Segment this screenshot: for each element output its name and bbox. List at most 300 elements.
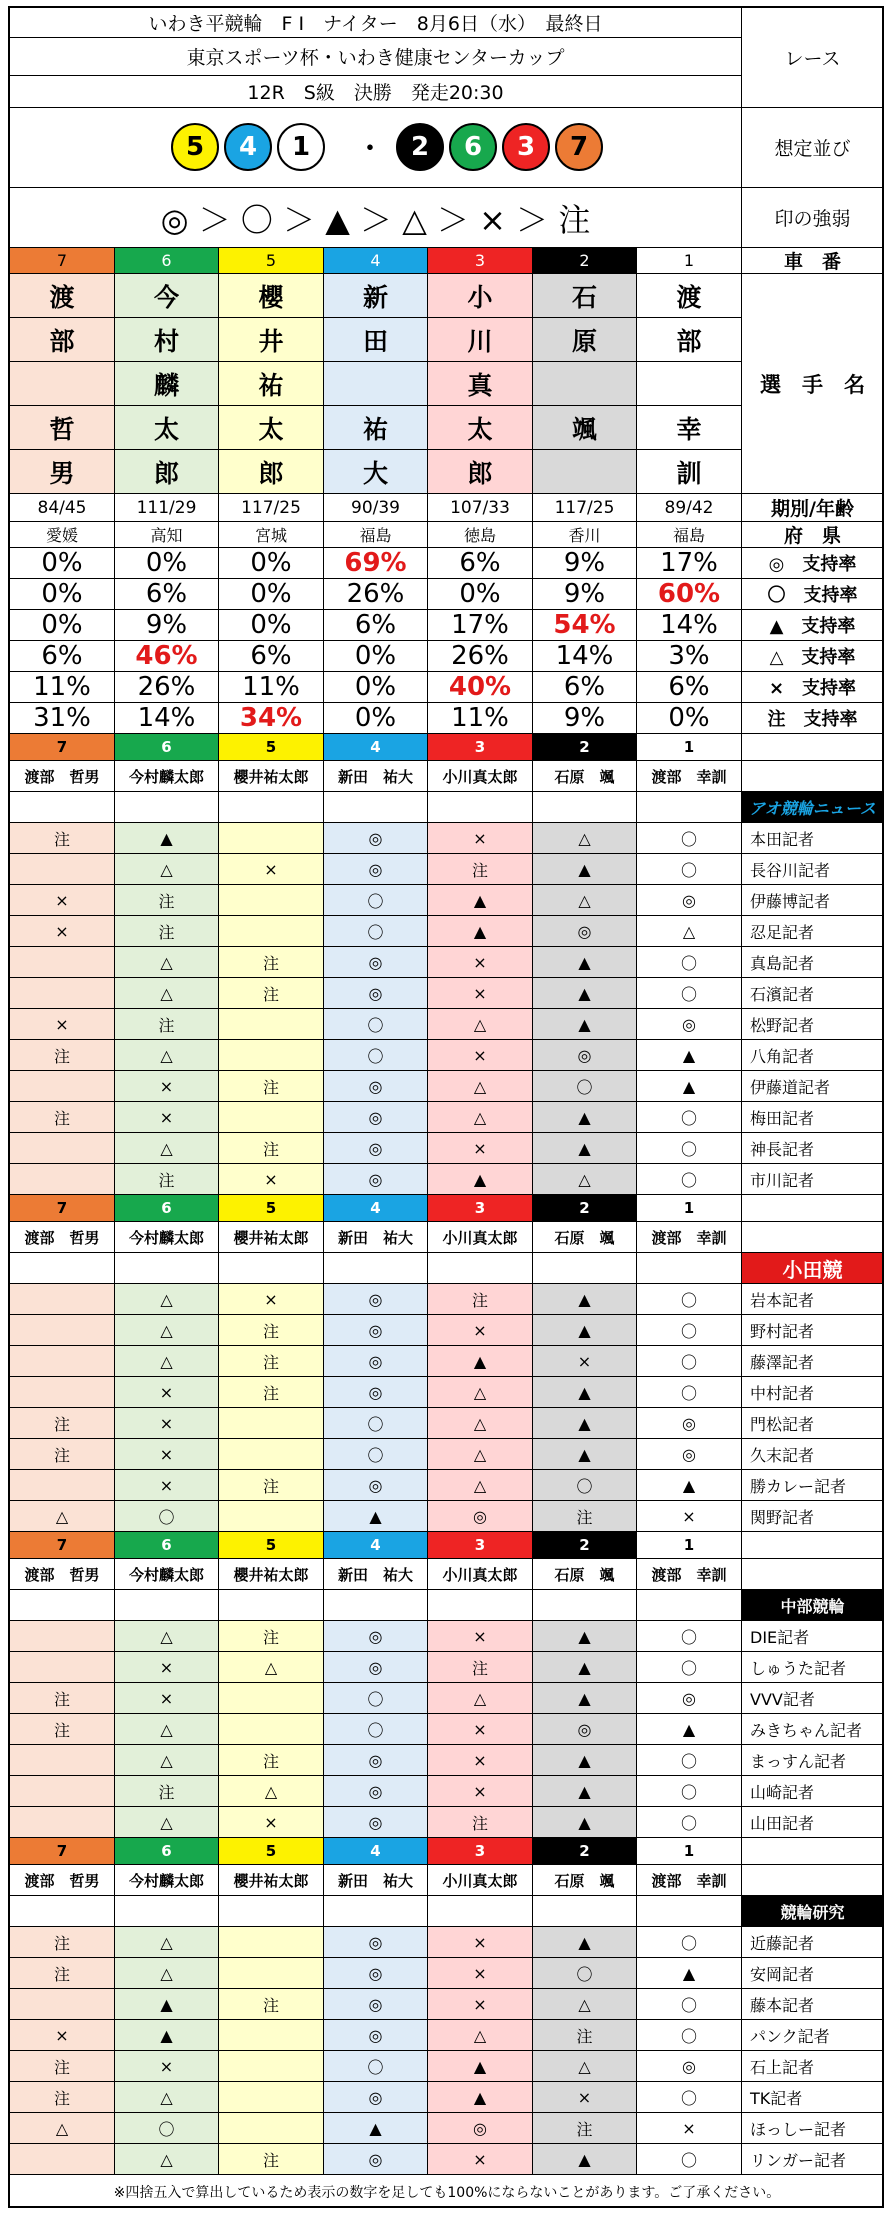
prediction-mark: ▲ [533, 1102, 637, 1133]
rider-prefecture: 愛媛 [10, 522, 115, 548]
prediction-mark: × [428, 1315, 533, 1346]
prediction-mark: ▲ [533, 1745, 637, 1776]
publisher-logo: 競輪研究 [742, 1896, 884, 1927]
prediction-mark [219, 1927, 324, 1958]
prediction-mark: △ [115, 1621, 219, 1652]
section-car-number: 4 [324, 734, 428, 761]
rider-name-char: 郎 [115, 450, 219, 494]
prediction-mark [10, 1807, 115, 1838]
prediction-mark: 注 [10, 2051, 115, 2082]
prediction-mark: △ [428, 1009, 533, 1040]
prediction-mark: ◎ [428, 1501, 533, 1532]
prediction-mark: ◎ [324, 2082, 428, 2113]
support-rate: 0% [428, 579, 533, 610]
rider-name-char: 部 [10, 318, 115, 362]
prediction-mark: 注 [219, 978, 324, 1009]
section-rider-name: 新田 祐大 [324, 761, 428, 792]
section-rider-name: 新田 祐大 [324, 1865, 428, 1896]
rider-prefecture: 香川 [533, 522, 637, 548]
prediction-mark: △ [115, 1040, 219, 1071]
rider-prefecture: 福島 [637, 522, 742, 548]
prediction-mark: ▲ [428, 1346, 533, 1377]
prediction-mark: △ [115, 947, 219, 978]
rider-name-char: 幸 [637, 406, 742, 450]
prediction-mark: ◎ [533, 1040, 637, 1071]
car-number-6: 6 [115, 248, 219, 274]
blank-cell [219, 1253, 324, 1284]
prediction-mark: 〇 [637, 2144, 742, 2175]
prediction-mark: 〇 [324, 1009, 428, 1040]
prediction-mark: × [428, 1927, 533, 1958]
section-car-number: 2 [533, 1532, 637, 1559]
blank-cell [10, 1590, 115, 1621]
prediction-mark: ▲ [324, 2113, 428, 2144]
prediction-mark: △ [533, 885, 637, 916]
rider-name-char: 太 [115, 406, 219, 450]
reporter-name: 松野記者 [742, 1009, 884, 1040]
blank-cell [428, 1253, 533, 1284]
support-rate: 0% [115, 548, 219, 579]
prediction-mark: 〇 [115, 2113, 219, 2144]
label-prefecture: 府 県 [742, 522, 884, 548]
marks-strength-order: ◎ ＞ 〇 ＞ ▲ ＞ △ ＞ × ＞ 注 [10, 188, 742, 248]
prediction-mark [219, 1009, 324, 1040]
prediction-mark: × [428, 1621, 533, 1652]
prediction-mark: △ [533, 2051, 637, 2082]
support-rate: 0% [219, 610, 324, 641]
prediction-mark: ▲ [428, 1164, 533, 1195]
reporter-name: 長谷川記者 [742, 854, 884, 885]
prediction-mark: × [428, 2144, 533, 2175]
prediction-mark: × [219, 854, 324, 885]
blank-cell [428, 792, 533, 823]
support-rate: 0% [324, 672, 428, 703]
support-rate: 26% [428, 641, 533, 672]
reporter-name: 勝カレー記者 [742, 1470, 884, 1501]
blank-cell [637, 792, 742, 823]
section-rider-name: 渡部 幸訓 [637, 1222, 742, 1253]
publisher-logo: アオ競輪ニュース [742, 792, 884, 823]
support-rate: 11% [10, 672, 115, 703]
prediction-mark: ▲ [533, 1807, 637, 1838]
support-rate: 9% [533, 579, 637, 610]
section-rider-name: 櫻井祐太郎 [219, 1222, 324, 1253]
prediction-mark: ◎ [324, 854, 428, 885]
rider-prefecture: 高知 [115, 522, 219, 548]
prediction-mark: ◎ [324, 1315, 428, 1346]
publisher-logo: 中部競輪 [742, 1590, 884, 1621]
prediction-mark: 〇 [324, 1040, 428, 1071]
reporter-name: 伊藤道記者 [742, 1071, 884, 1102]
prediction-mark: ◎ [324, 1102, 428, 1133]
prediction-mark: ◎ [324, 1958, 428, 1989]
prediction-mark: 〇 [637, 823, 742, 854]
prediction-mark: × [115, 1377, 219, 1408]
blank-cell [533, 1253, 637, 1284]
support-rate: 6% [637, 672, 742, 703]
support-rate: 6% [428, 548, 533, 579]
prediction-mark: ◎ [637, 2051, 742, 2082]
support-rate: 69% [324, 548, 428, 579]
prediction-mark: 〇 [637, 2082, 742, 2113]
support-rate: 54% [533, 610, 637, 641]
section-car-number: 4 [324, 1532, 428, 1559]
prediction-mark: ◎ [324, 947, 428, 978]
formation-circle-1: 1 [277, 123, 325, 171]
reporter-name: 石上記者 [742, 2051, 884, 2082]
rider-name-char: 井 [219, 318, 324, 362]
prediction-mark: 〇 [637, 1377, 742, 1408]
prediction-mark: × [428, 1714, 533, 1745]
car-number-5: 5 [219, 248, 324, 274]
prediction-mark: 注 [428, 854, 533, 885]
prediction-mark: × [428, 1745, 533, 1776]
prediction-mark: ◎ [324, 1164, 428, 1195]
prediction-mark: ▲ [637, 1714, 742, 1745]
footer-note: ※四捨五入で算出しているため表示の数字を足しても100%にならないことがあります。ご了承ください。 [113, 2184, 781, 2201]
prediction-mark: ◎ [324, 1776, 428, 1807]
prediction-mark: 〇 [637, 947, 742, 978]
prediction-mark: ◎ [637, 1683, 742, 1714]
rider-age: 90/39 [324, 494, 428, 522]
prediction-mark: 〇 [324, 2051, 428, 2082]
section-car-number: 4 [324, 1195, 428, 1222]
rider-age: 111/29 [115, 494, 219, 522]
rider-name-char: 男 [10, 450, 115, 494]
prediction-mark: 注 [219, 1377, 324, 1408]
section-rider-name: 石原 颯 [533, 761, 637, 792]
prediction-mark: △ [219, 1776, 324, 1807]
prediction-mark: 注 [219, 1315, 324, 1346]
prediction-mark: ▲ [533, 2144, 637, 2175]
prediction-mark: ◎ [637, 1009, 742, 1040]
prediction-mark [10, 1164, 115, 1195]
reporter-name: 安岡記者 [742, 1958, 884, 1989]
prediction-mark: × [428, 947, 533, 978]
prediction-mark: ▲ [115, 2020, 219, 2051]
prediction-mark: ▲ [533, 1621, 637, 1652]
prediction-mark: ▲ [533, 1284, 637, 1315]
reporter-name: 市川記者 [742, 1164, 884, 1195]
blank-cell [324, 792, 428, 823]
prediction-mark: 〇 [637, 1164, 742, 1195]
blank-cell [637, 1253, 742, 1284]
support-rate: 6% [115, 579, 219, 610]
support-rate: 9% [115, 610, 219, 641]
prediction-mark: 注 [533, 2020, 637, 2051]
prediction-mark: ◎ [324, 1346, 428, 1377]
support-rate: 6% [324, 610, 428, 641]
prediction-mark: ▲ [533, 1315, 637, 1346]
rider-age: 107/33 [428, 494, 533, 522]
rider-name-char [533, 362, 637, 406]
prediction-mark: 〇 [115, 1501, 219, 1532]
reporter-name: 八角記者 [742, 1040, 884, 1071]
prediction-mark: × [10, 885, 115, 916]
section-rider-name: 渡部 幸訓 [637, 761, 742, 792]
prediction-mark [10, 1346, 115, 1377]
support-rate: 0% [324, 703, 428, 734]
prediction-mark: ◎ [324, 1133, 428, 1164]
section-car-number: 3 [428, 1195, 533, 1222]
support-rate: 17% [637, 548, 742, 579]
prediction-mark: ▲ [115, 823, 219, 854]
label-support-rate: 注 支持率 [742, 703, 884, 734]
support-rate: 3% [637, 641, 742, 672]
prediction-mark: ▲ [428, 2082, 533, 2113]
blank-cell [428, 1590, 533, 1621]
prediction-mark: 注 [219, 1621, 324, 1652]
prediction-mark: ◎ [324, 978, 428, 1009]
support-rate: 6% [10, 641, 115, 672]
rider-name-char: 祐 [324, 406, 428, 450]
prediction-mark: 注 [219, 1745, 324, 1776]
prediction-mark: ▲ [533, 1408, 637, 1439]
prediction-mark: ▲ [533, 854, 637, 885]
prediction-mark: △ [428, 1102, 533, 1133]
section-car-number: 7 [10, 1532, 115, 1559]
prediction-mark: △ [115, 1958, 219, 1989]
section-car-number: 5 [219, 1838, 324, 1865]
reporter-name: 伊藤博記者 [742, 885, 884, 916]
section-car-number: 5 [219, 1195, 324, 1222]
formation-circle-6: 6 [449, 123, 497, 171]
prediction-mark [10, 1470, 115, 1501]
prediction-mark: ◎ [637, 1408, 742, 1439]
prediction-mark: ◎ [324, 1377, 428, 1408]
support-rate: 0% [637, 703, 742, 734]
prediction-mark: 注 [10, 1439, 115, 1470]
section-rider-name: 渡部 哲男 [10, 1865, 115, 1896]
rider-prefecture: 徳島 [428, 522, 533, 548]
blank-cell [637, 1896, 742, 1927]
blank-cell [637, 1590, 742, 1621]
rider-name-char: 原 [533, 318, 637, 362]
prediction-mark: ▲ [637, 1040, 742, 1071]
rider-name-char: 新 [324, 274, 428, 318]
prediction-mark: ◎ [324, 2144, 428, 2175]
prediction-mark: 注 [10, 1040, 115, 1071]
prediction-mark: ▲ [428, 916, 533, 947]
prediction-mark: 注 [10, 1408, 115, 1439]
reporter-name: TK記者 [742, 2082, 884, 2113]
rider-name-char: 渡 [10, 274, 115, 318]
prediction-mark: 注 [115, 1776, 219, 1807]
rider-name-char: 祐 [219, 362, 324, 406]
blank-cell [219, 792, 324, 823]
prediction-mark [219, 1439, 324, 1470]
rider-name-char: 今 [115, 274, 219, 318]
prediction-mark: × [533, 1346, 637, 1377]
prediction-mark: 〇 [637, 1315, 742, 1346]
reporter-name: ほっしー記者 [742, 2113, 884, 2144]
prediction-mark: ▲ [637, 1071, 742, 1102]
prediction-mark: ▲ [637, 1470, 742, 1501]
support-rate: 6% [219, 641, 324, 672]
prediction-mark [10, 1652, 115, 1683]
reporter-name: みきちゃん記者 [742, 1714, 884, 1745]
prediction-mark: 注 [219, 1346, 324, 1377]
formation-circle-5: 5 [171, 123, 219, 171]
blank-cell [10, 1896, 115, 1927]
prediction-mark: 注 [115, 916, 219, 947]
car-number-4: 4 [324, 248, 428, 274]
prediction-mark: ◎ [428, 2113, 533, 2144]
prediction-mark [10, 947, 115, 978]
section-rider-name: 石原 颯 [533, 1865, 637, 1896]
prediction-mark [219, 1683, 324, 1714]
reporter-name: 門松記者 [742, 1408, 884, 1439]
prediction-mark [10, 1284, 115, 1315]
section-rider-name: 石原 颯 [533, 1222, 637, 1253]
prediction-mark: △ [115, 978, 219, 1009]
reporter-name: 忍足記者 [742, 916, 884, 947]
prediction-mark: ◎ [324, 1807, 428, 1838]
formation-separator-dot: ・ [355, 132, 385, 167]
prediction-mark: 〇 [637, 1652, 742, 1683]
prediction-mark: 〇 [637, 1989, 742, 2020]
reporter-name: 梅田記者 [742, 1102, 884, 1133]
support-rate: 17% [428, 610, 533, 641]
rider-name-char: 太 [428, 406, 533, 450]
prediction-mark: △ [428, 2020, 533, 2051]
prediction-mark: 注 [10, 1683, 115, 1714]
section-rider-name: 新田 祐大 [324, 1559, 428, 1590]
section-rider-name: 今村麟太郎 [115, 1222, 219, 1253]
rider-name-char: 川 [428, 318, 533, 362]
prediction-mark: △ [428, 1439, 533, 1470]
support-rate: 14% [637, 610, 742, 641]
blank-cell [742, 1222, 884, 1253]
section-rider-name: 渡部 幸訓 [637, 1865, 742, 1896]
section-car-number: 5 [219, 734, 324, 761]
prediction-mark: × [10, 2020, 115, 2051]
section-car-number: 3 [428, 1838, 533, 1865]
section-car-number: 1 [637, 1195, 742, 1222]
label-support-rate: ▲ 支持率 [742, 610, 884, 641]
prediction-mark: 注 [428, 1284, 533, 1315]
label-formation: 想定並び [742, 108, 884, 188]
prediction-mark: × [115, 1652, 219, 1683]
support-rate: 0% [10, 548, 115, 579]
prediction-mark: ▲ [533, 947, 637, 978]
reporter-name: 山崎記者 [742, 1776, 884, 1807]
prediction-mark: 〇 [637, 1776, 742, 1807]
support-rate: 26% [324, 579, 428, 610]
prediction-mark: △ [219, 1652, 324, 1683]
prediction-mark: ◎ [324, 1470, 428, 1501]
prediction-mark: △ [428, 1071, 533, 1102]
label-support-rate: × 支持率 [742, 672, 884, 703]
prediction-mark: × [428, 1133, 533, 1164]
rider-name-char: 哲 [10, 406, 115, 450]
prediction-mark [219, 2082, 324, 2113]
prediction-mark: 注 [10, 1714, 115, 1745]
prediction-mark: × [428, 1958, 533, 1989]
formation-circle-2: 2 [396, 123, 444, 171]
rider-name-char: 訓 [637, 450, 742, 494]
support-rate: 40% [428, 672, 533, 703]
section-car-number: 6 [115, 1532, 219, 1559]
prediction-mark: ◎ [324, 1284, 428, 1315]
section-car-number: 6 [115, 1195, 219, 1222]
section-rider-name: 今村麟太郎 [115, 1559, 219, 1590]
section-rider-name: 渡部 幸訓 [637, 1559, 742, 1590]
prediction-mark: 注 [10, 1927, 115, 1958]
blank-cell [324, 1253, 428, 1284]
prediction-mark: ◎ [637, 885, 742, 916]
prediction-mark: × [115, 1470, 219, 1501]
prediction-mark: △ [115, 1346, 219, 1377]
prediction-mark: △ [115, 1927, 219, 1958]
label-support-rate: △ 支持率 [742, 641, 884, 672]
reporter-name: リンガー記者 [742, 2144, 884, 2175]
blank-cell [742, 734, 884, 761]
prediction-mark: 注 [115, 1164, 219, 1195]
prediction-mark: 〇 [637, 1807, 742, 1838]
reporter-name: 中村記者 [742, 1377, 884, 1408]
header-line-2: 東京スポーツ杯・いわき健康センターカップ [10, 38, 742, 76]
prediction-mark: △ [533, 1164, 637, 1195]
reporter-name: 山田記者 [742, 1807, 884, 1838]
blank-cell [219, 1590, 324, 1621]
blank-cell [115, 1896, 219, 1927]
prediction-mark: × [219, 1807, 324, 1838]
prediction-mark: 〇 [637, 1133, 742, 1164]
label-race: レース [742, 8, 884, 108]
prediction-mark [10, 1776, 115, 1807]
reporter-name: VVV記者 [742, 1683, 884, 1714]
prediction-mark: 〇 [637, 1927, 742, 1958]
section-car-number: 3 [428, 734, 533, 761]
prediction-mark: 〇 [324, 1683, 428, 1714]
header-line-1: いわき平競輪 F I ナイター 8月6日（水） 最終日 [10, 8, 742, 38]
prediction-mark: × [219, 1164, 324, 1195]
reporter-name: 本田記者 [742, 823, 884, 854]
prediction-mark: ◎ [324, 1927, 428, 1958]
rider-name-char: 櫻 [219, 274, 324, 318]
blank-cell [742, 1865, 884, 1896]
reporter-name: 石濱記者 [742, 978, 884, 1009]
prediction-mark: 注 [10, 823, 115, 854]
support-rate: 0% [219, 579, 324, 610]
prediction-mark: 注 [10, 2082, 115, 2113]
prediction-mark: △ [428, 1408, 533, 1439]
prediction-mark: △ [115, 1745, 219, 1776]
prediction-mark [10, 1315, 115, 1346]
reporter-name: 岩本記者 [742, 1284, 884, 1315]
prediction-mark: ▲ [115, 1989, 219, 2020]
reporter-name: 野村記者 [742, 1315, 884, 1346]
reporter-name: 藤本記者 [742, 1989, 884, 2020]
section-car-number: 1 [637, 1838, 742, 1865]
rider-name-char: 渡 [637, 274, 742, 318]
label-support-rate: 〇 支持率 [742, 579, 884, 610]
rider-name-char [324, 362, 428, 406]
section-car-number: 5 [219, 1532, 324, 1559]
prediction-mark: × [428, 1776, 533, 1807]
rider-name-char: 真 [428, 362, 533, 406]
support-rate: 26% [115, 672, 219, 703]
reporter-name: 近藤記者 [742, 1927, 884, 1958]
reporter-name: 真島記者 [742, 947, 884, 978]
reporter-name: 藤澤記者 [742, 1346, 884, 1377]
support-rate: 0% [324, 641, 428, 672]
rider-name-char: 郎 [219, 450, 324, 494]
reporter-name: 関野記者 [742, 1501, 884, 1532]
blank-cell [533, 792, 637, 823]
prediction-mark: × [10, 916, 115, 947]
